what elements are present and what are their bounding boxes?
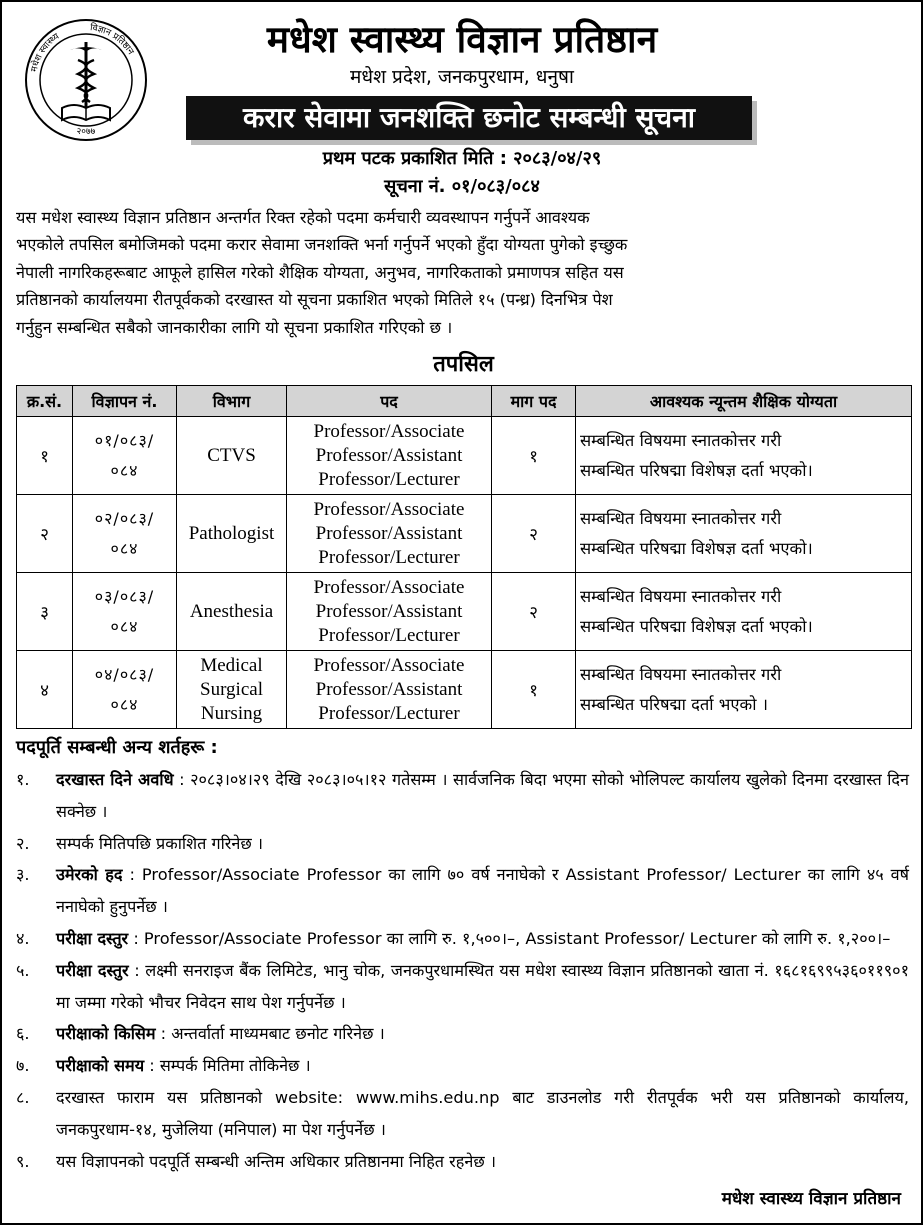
- signature: मधेश स्वास्थ्य विज्ञान प्रतिष्ठान: [721, 1189, 901, 1209]
- intro-line: नेपाली नागरिकहरूबाट आफूले हासिल गरेको शैक्षिक योग्यता, अनुभव, नागरिकताको प्रमाणपत्र सहित यस: [16, 262, 624, 282]
- term-text: [56, 1018, 909, 1050]
- term-body: : सम्पर्क मितिमा तोकिनेछ ।: [144, 1056, 311, 1076]
- cell-post-line: Professor/Associate: [313, 576, 465, 598]
- cell-post: [287, 651, 492, 729]
- cell-sn: २: [17, 495, 73, 573]
- cell-required: १: [492, 417, 576, 495]
- intro-line: प्रतिष्ठानको कार्यालयमा रीतपूर्वकको दरखास्त यो सूचना प्रकाशित भएको मितिले १५ (पन्ध्र) दिनभित्र पेश: [16, 290, 613, 310]
- term-number: ६.: [16, 1024, 30, 1044]
- term-number: ४.: [16, 928, 30, 948]
- cell-ad-no-line: ०२/०८३/: [94, 508, 155, 528]
- cell-department-line: Pathologist: [188, 522, 275, 544]
- table-row: [17, 495, 912, 573]
- cell-qualification-line: सम्बन्धित विषयमा स्नातकोत्तर गरी: [580, 664, 782, 684]
- cell-sn: ३: [17, 573, 73, 651]
- cell-post-line: Professor/Assistant: [315, 522, 463, 544]
- term-number: ५.: [16, 960, 30, 980]
- term-title: परीक्षा दस्तुर: [56, 960, 129, 980]
- table-title: तपसिल: [433, 352, 494, 377]
- term-body: यस विज्ञापनको पदपूर्ति सम्बन्धी अन्तिम अधिकार प्रतिष्ठानमा निहित रहनेछ ।: [56, 1151, 496, 1171]
- cell-department: [177, 417, 287, 495]
- intro-paragraph: [16, 204, 909, 341]
- vacancy-table: [16, 385, 912, 729]
- cell-ad-no-line: ०३/०८३/: [94, 586, 155, 606]
- term-item: [16, 1018, 909, 1050]
- cell-post-line: Professor/Lecturer: [318, 624, 460, 646]
- term-body: : Professor/Associate Professor का लागि रु. १,५००।–, Assistant Professor/ Lecturer को लागि रु. १,२००।–: [128, 928, 891, 948]
- term-item: [16, 923, 909, 955]
- cell-qualification-line: सम्बन्धित परिषद्मा विशेषज्ञ दर्ता भएको।: [580, 616, 813, 636]
- col-header-required: माग पद: [492, 386, 576, 417]
- cell-qualification-line: सम्बन्धित विषयमा स्नातकोत्तर गरी: [580, 508, 782, 528]
- cell-qualification: [576, 495, 912, 573]
- svg-text:विज्ञान प्रतिष्ठान: विज्ञान प्रतिष्ठान: [89, 23, 136, 57]
- intro-line: यस मधेश स्वास्थ्य विज्ञान प्रतिष्ठान अन्तर्गत रिक्त रहेको पदमा कर्मचारी व्यवस्थापन गर्नुपर्ने आवश्यक: [16, 208, 590, 227]
- cell-sn: १: [17, 417, 73, 495]
- cell-department-line: Medical: [200, 654, 263, 676]
- term-number: १.: [16, 770, 30, 789]
- cell-qualification-line: सम्बन्धित परिषद्मा विशेषज्ञ दर्ता भएको।: [580, 538, 813, 558]
- cell-sn: ४: [17, 651, 73, 729]
- publication-date: प्रथम पटक प्रकाशित मिति : २०८३/०४/२९: [322, 148, 602, 169]
- term-item: [16, 859, 909, 923]
- term-text: [56, 764, 909, 828]
- organization-name: मधेश स्वास्थ्य विज्ञान प्रतिष्ठान: [266, 18, 658, 61]
- term-title: परीक्षाको किसिम: [56, 1024, 156, 1044]
- term-item: [16, 1146, 909, 1178]
- cell-ad-no-line: ०८४: [110, 694, 139, 714]
- institution-logo: [22, 16, 150, 144]
- table-row: [17, 651, 912, 729]
- col-header-ad-no: विज्ञापन नं.: [73, 386, 177, 417]
- svg-text:मधेश स्वास्थ्य: मधेश स्वास्थ्य: [29, 31, 62, 73]
- term-number: ८.: [16, 1087, 30, 1107]
- cell-post-line: Professor/Lecturer: [318, 468, 460, 490]
- term-number: ९.: [16, 1151, 30, 1171]
- cell-ad-no-line: ०८४: [110, 460, 139, 480]
- cell-post-line: Professor/Associate: [313, 498, 465, 520]
- cell-required: १: [492, 651, 576, 729]
- term-body: दरखास्त फाराम यस प्रतिष्ठानको website: www.mihs.edu.np बाट डाउनलोड गरी रीतपूर्वक भरी यस प्रतिष्ठानको कार्यालय, जनकपुरधाम-१४, मुजेलिया (मनिपाल) मा पेश गर्नुपर्नेछ ।: [56, 1087, 909, 1139]
- cell-department-line: Anesthesia: [189, 600, 274, 622]
- cell-post: [287, 573, 492, 651]
- terms-list: [16, 764, 909, 1177]
- cell-post-line: Professor/Lecturer: [318, 546, 460, 568]
- term-text: [56, 1082, 909, 1146]
- cell-post-line: Professor/Lecturer: [318, 702, 460, 724]
- cell-ad-no-line: ०४/०८३/: [94, 664, 155, 684]
- cell-post-line: Professor/Associate: [313, 420, 465, 442]
- term-number: २.: [16, 833, 30, 853]
- term-item: [16, 955, 909, 1019]
- term-text: [56, 1146, 909, 1178]
- cell-qualification: [576, 573, 912, 651]
- intro-line: भएकोले तपसिल बमोजिमको पदमा करार सेवामा जनशक्ति भर्ना गर्नुपर्ने भएको हुँदा योग्यता पुगेको इच्छुक: [16, 235, 628, 255]
- cell-post-line: Professor/Assistant: [315, 678, 463, 700]
- term-body: : २०८३।०४।२९ देखि २०८३।०५।१२ गतेसम्म । सार्वजनिक बिदा भएमा सोको भोलिपल्ट कार्यालय खुलेको दिनमा दरखास्त दिन सक्नेछ ।: [56, 770, 910, 821]
- cell-ad-no-line: ०८४: [110, 538, 139, 558]
- term-title: उमेरको हद: [56, 865, 123, 885]
- cell-required: २: [492, 573, 576, 651]
- term-text: [56, 859, 909, 923]
- term-body: सम्पर्क मितिपछि प्रकाशित गरिनेछ ।: [56, 833, 263, 853]
- cell-department: [177, 573, 287, 651]
- term-text: [56, 828, 909, 860]
- cell-department-line: Surgical: [200, 678, 263, 700]
- cell-ad-no: [73, 495, 177, 573]
- term-body: : लक्ष्मी सनराइज बैंक लिमिटेड, भानु चोक, जनकपुरधामस्थित यस मधेश स्वास्थ्य विज्ञान प्रतिष्ठानको खाता नं. १६८१६९९५३६०११९०१ मा जम्मा गरेको भौचर निवेदन साथ पेश गर्नुपर्नेछ ।: [56, 960, 909, 1012]
- term-item: [16, 764, 909, 828]
- term-body: : अन्तर्वार्ता माध्यमबाट छनोट गरिनेछ ।: [155, 1024, 385, 1044]
- cell-department-line: Nursing: [200, 702, 263, 724]
- notice-number: सूचना नं. ०१/०८३/०८४: [384, 176, 540, 197]
- cell-ad-no: [73, 417, 177, 495]
- cell-department: [177, 651, 287, 729]
- cell-ad-no: [73, 573, 177, 651]
- cell-ad-no: [73, 651, 177, 729]
- term-text: [56, 1050, 909, 1082]
- cell-qualification-line: सम्बन्धित परिषद्मा दर्ता भएको ।: [580, 694, 768, 714]
- term-title: परीक्षाको समय: [56, 1056, 145, 1076]
- term-text: [56, 923, 909, 955]
- cell-qualification: [576, 651, 912, 729]
- intro-line: गर्नुहुन सम्बन्धित सबैको जानकारीका लागि यो सूचना प्रकाशित गरिएको छ ।: [16, 317, 453, 337]
- cell-post-line: Professor/Assistant: [315, 600, 463, 622]
- table-header-row: [17, 386, 912, 417]
- term-number: ३.: [16, 865, 30, 885]
- terms-heading: पदपूर्ति सम्बन्धी अन्य शर्तहरू :: [16, 737, 218, 758]
- term-item: [16, 1082, 909, 1146]
- term-text: [56, 955, 909, 1019]
- term-title: परीक्षा दस्तुर: [56, 928, 129, 948]
- cell-ad-no-line: ०८४: [110, 616, 139, 636]
- term-title: दरखास्त दिने अवधि: [56, 770, 174, 789]
- col-header-post: पद: [287, 386, 492, 417]
- cell-department: [177, 495, 287, 573]
- term-number: ७.: [16, 1056, 30, 1076]
- cell-qualification-line: सम्बन्धित विषयमा स्नातकोत्तर गरी: [580, 430, 782, 450]
- term-item: [16, 828, 909, 860]
- cell-qualification: [576, 417, 912, 495]
- cell-post: [287, 495, 492, 573]
- svg-text:२०७७: २०७७: [76, 127, 96, 137]
- col-header-department: विभाग: [177, 386, 287, 417]
- cell-required: २: [492, 495, 576, 573]
- cell-post-line: Professor/Associate: [313, 654, 465, 676]
- cell-post: [287, 417, 492, 495]
- table-row: [17, 573, 912, 651]
- cell-post-line: Professor/Assistant: [315, 444, 463, 466]
- cell-department-line: CTVS: [207, 444, 256, 466]
- cell-qualification-line: सम्बन्धित विषयमा स्नातकोत्तर गरी: [580, 586, 782, 606]
- notice-banner: करार सेवामा जनशक्ति छनोट सम्बन्धी सूचना: [186, 96, 752, 140]
- col-header-sn: क्र.सं.: [17, 386, 73, 417]
- table-row: [17, 417, 912, 495]
- col-header-qualification: आवश्यक न्यून्तम शैक्षिक योग्यता: [576, 386, 912, 417]
- cell-qualification-line: सम्बन्धित परिषद्मा विशेषज्ञ दर्ता भएको।: [580, 460, 813, 480]
- term-body: : Professor/Associate Professor का लागि ७० वर्ष ननाघेको र Assistant Professor/ Lecturer का लागि ४५ वर्ष ननाघेको हुनुपर्नेछ ।: [56, 865, 910, 917]
- cell-ad-no-line: ०१/०८३/: [94, 430, 155, 450]
- term-item: [16, 1050, 909, 1082]
- organization-address: मधेश प्रदेश, जनकपुरधाम, धनुषा: [350, 66, 574, 88]
